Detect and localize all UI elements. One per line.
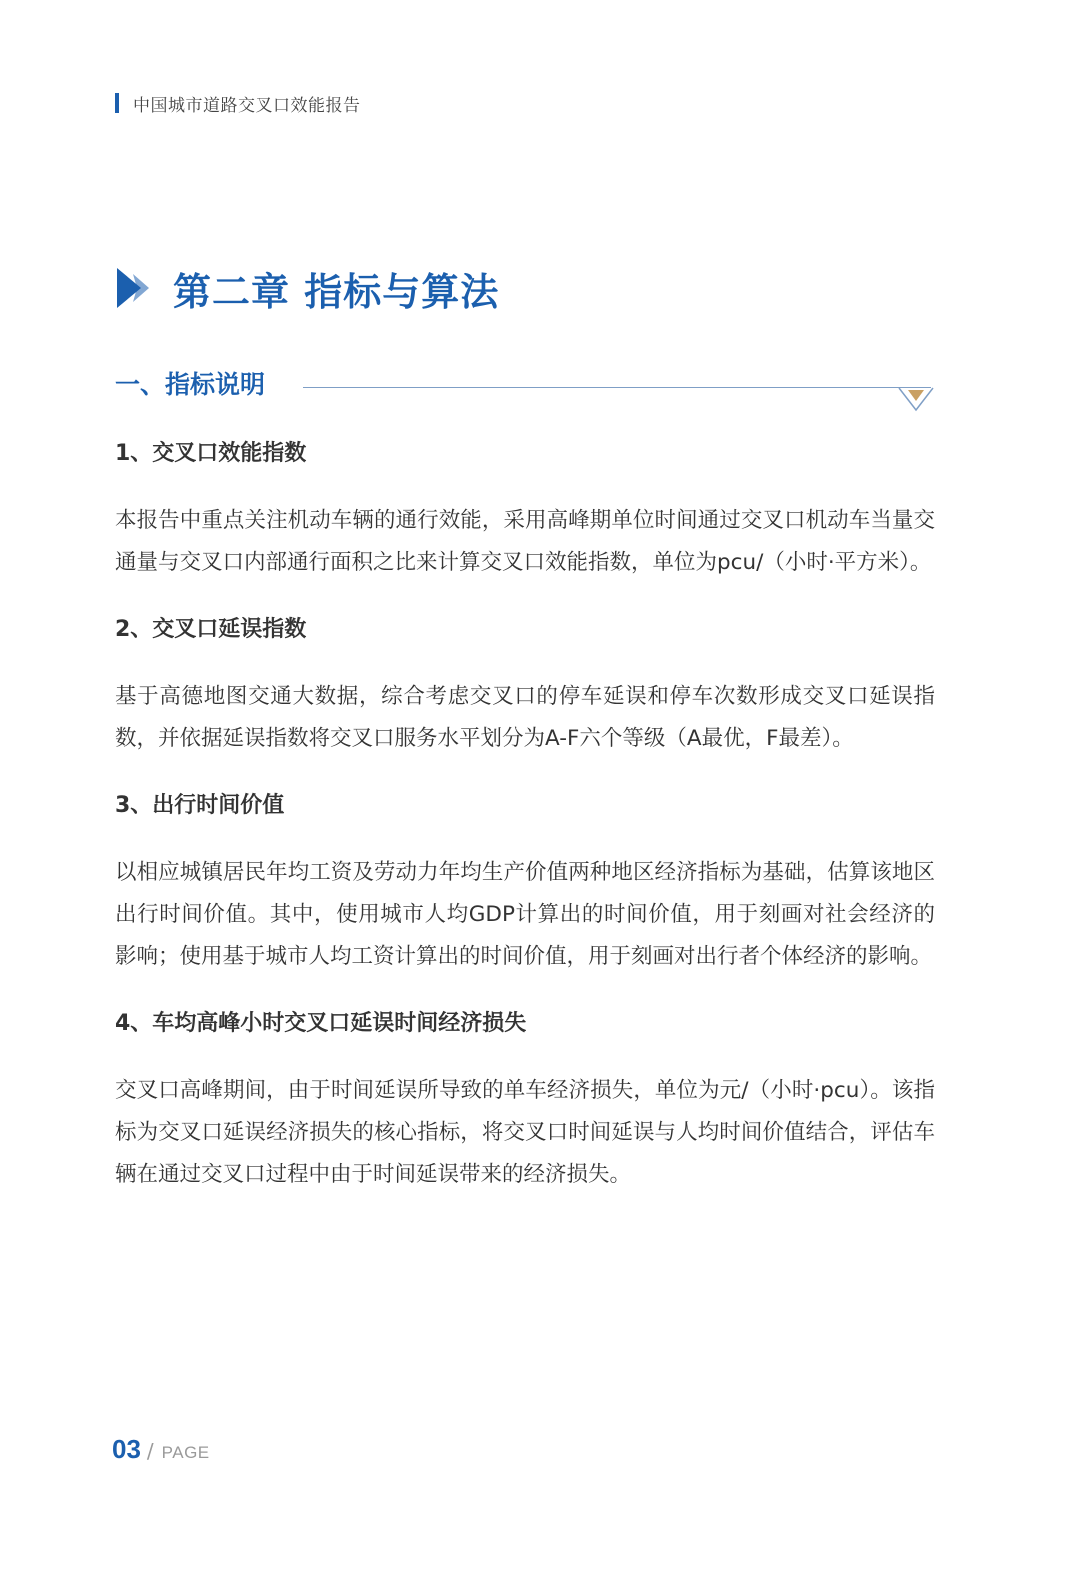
item-body-efficiency-index: 本报告中重点关注机动车辆的通行效能，采用高峰期单位时间通过交叉口机动车当量交通量与交叉口内部通行面积之比来计算交叉口效能指数，单位为pcu/（小时·平方米）。 <box>115 508 935 575</box>
item-heading-travel-time-value: 3、出行时间价值 <box>115 793 285 818</box>
item-body-economic-loss: 交叉口高峰期间，由于时间延误所导致的单车经济损失，单位为元/（小时·pcu）。该指标为交叉口延误经济损失的核心指标，将交叉口时间延误与人均时间价值结合，评估车辆在通过交叉口过程中由于时间延误带来的经济损失。 <box>115 1078 935 1187</box>
report-title: 中国城市道路交叉口效能报告 <box>133 95 361 116</box>
item-heading-efficiency-index: 1、交叉口效能指数 <box>115 441 307 466</box>
section-title: 一、指标说明 <box>115 370 266 399</box>
chapter-heading <box>115 258 499 318</box>
page-slash: / <box>146 1439 154 1463</box>
chapter-title: 第二章 指标与算法 <box>173 269 500 314</box>
page-label: PAGE <box>161 1443 210 1462</box>
page-number: 03 <box>112 1434 141 1464</box>
item-heading-economic-loss: 4、车均高峰小时交叉口延误时间经济损失 <box>115 1011 527 1036</box>
chevron-down-icon <box>897 386 935 414</box>
header-accent-bar <box>115 93 119 113</box>
play-arrow-icon <box>115 266 155 310</box>
item-heading-delay-index: 2、交叉口延误指数 <box>115 617 307 642</box>
section-heading <box>115 366 945 416</box>
page-footer <box>112 1434 210 1465</box>
main-content <box>115 432 935 1220</box>
running-header <box>115 92 361 114</box>
item-body-delay-index: 基于高德地图交通大数据，综合考虑交叉口的停车延误和停车次数形成交叉口延误指数，并依据延误指数将交叉口服务水平划分为A-F六个等级（A最优，F最差）。 <box>115 684 935 751</box>
item-body-travel-time-value: 以相应城镇居民年均工资及劳动力年均生产价值两种地区经济指标为基础，估算该地区出行时间价值。其中，使用城市人均GDP计算出的时间价值，用于刻画对社会经济的影响；使用基于城市人均工资计算出的时间价值，用于刻画对出行者个体经济的影响。 <box>115 860 935 969</box>
section-divider-line <box>303 387 931 388</box>
